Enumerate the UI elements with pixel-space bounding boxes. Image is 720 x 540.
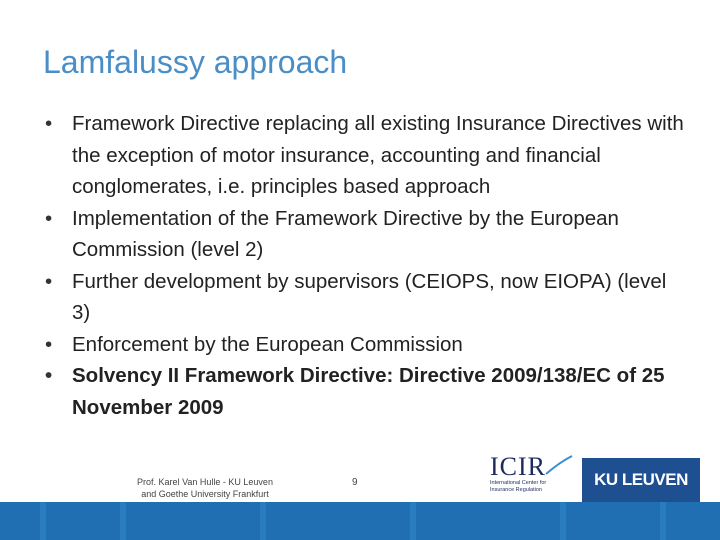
bar-stripe — [410, 502, 416, 540]
bullet-item — [45, 360, 685, 423]
bar-stripe — [260, 502, 266, 540]
icir-subtitle: International Center for Insurance Regulation — [490, 480, 547, 493]
bar-stripe — [660, 502, 666, 540]
footer-author-line2: and Goethe University Frankfurt — [141, 489, 269, 499]
bullet-icon: • — [45, 206, 53, 230]
bullet-item — [45, 266, 685, 329]
bullet-text: Enforcement by the European Commission — [72, 332, 463, 356]
icir-wordmark: ICIR — [490, 452, 546, 481]
bullet-text: Framework Directive replacing all existing Insurance Directives with the exception of motor insurance, accounting and financial conglomerates, i.e. principles based approach — [72, 112, 684, 198]
footer-author-line1: Prof. Karel Van Hulle - KU Leuven — [137, 477, 273, 487]
slide-title: Lamfalussy approach — [43, 44, 348, 80]
bar-stripe — [40, 502, 46, 540]
bullet-item — [45, 108, 685, 203]
bullet-list — [45, 108, 685, 423]
bullet-text: Further development by supervisors (CEIOPS, now EIOPA) (level 3) — [72, 269, 667, 324]
bullet-icon: • — [45, 112, 53, 135]
bullet-icon: • — [45, 269, 53, 293]
bar-stripe — [560, 502, 566, 540]
ku-leuven-wordmark: KU LEUVEN — [594, 470, 688, 489]
bullet-text: Solvency II Framework Directive: Directive 2009/138/EC of 25 November 2009 — [72, 364, 665, 419]
footer-author — [120, 476, 290, 500]
page-number: 9 — [352, 477, 358, 488]
bullet-item — [45, 329, 685, 361]
bullet-item — [45, 203, 685, 266]
bullet-text: Implementation of the Framework Directive by the European Commission (level 2) — [72, 206, 619, 261]
bar-stripe — [120, 502, 126, 540]
ku-leuven-logo — [582, 458, 700, 502]
icir-logo — [484, 452, 574, 502]
bullet-icon: • — [45, 364, 53, 387]
bottom-bar — [0, 502, 720, 540]
bullet-icon: • — [45, 332, 53, 356]
